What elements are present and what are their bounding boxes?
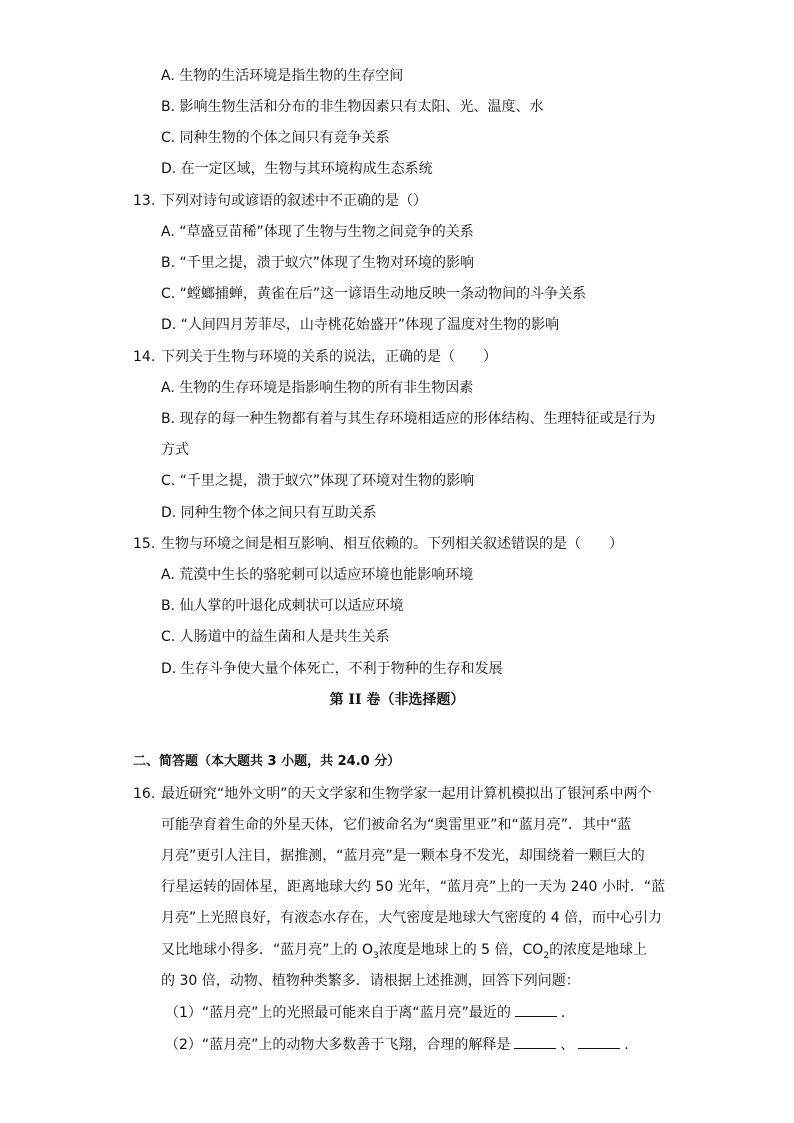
q16-line-4: 行星运转的固体星，距离地球大约 50 光年，“蓝月亮”上的一天为 240 小时．“蓝 — [161, 879, 666, 895]
q13-option-a: A. “草盛豆苗稀”体现了生物与生物之间竞争的关系 — [161, 224, 474, 240]
q16-line-6 — [161, 940, 647, 960]
q12-option-d: D. 在一定区域，生物与其环境构成生态系统 — [161, 161, 433, 177]
q13-option-c: C. “螳螂捕蝉，黄雀在后”这一谚语生动地反映一条动物间的斗争关系 — [161, 286, 587, 302]
q16-sub1-text: （1）“蓝月亮”上的光照最可能来自于离“蓝月亮”最近的 — [165, 1005, 511, 1021]
q13-number: 13. — [133, 193, 156, 209]
q14-option-d: D. 同种生物个体之间只有互助关系 — [161, 505, 377, 521]
q16-subquestion-2 — [165, 1034, 638, 1055]
q16-line-6-part-c: 的浓度是地球上 — [549, 942, 648, 958]
q16-line-6-part-a: 又比地球小得多．“蓝月亮”上的 O — [161, 942, 373, 958]
answer-blank-2[interactable] — [514, 1034, 556, 1049]
answer-blank-1[interactable] — [515, 1002, 557, 1017]
q16-line-2: 可能孕育着生命的外星天体，它们被命名为“奥雷里亚”和“蓝月亮”．其中“蓝 — [161, 817, 632, 833]
q12-option-b: B. 影响生物生活和分布的非生物因素只有太阳、光、温度、水 — [161, 99, 544, 115]
q15-option-b: B. 仙人掌的叶退化成刺状可以适应环境 — [161, 598, 404, 614]
q14-option-b-line2: 方式 — [161, 442, 189, 458]
section-title: 第 II 卷（非选择题） — [329, 692, 465, 708]
answer-blank-3[interactable] — [578, 1034, 620, 1049]
q14-number: 14. — [133, 349, 156, 365]
q13-option-d: D. “人间四月芳菲尽，山寺桃花始盛开”体现了温度对生物的影响 — [161, 317, 560, 333]
q15-stem: 生物与环境之间是相互影响、相互依赖的。下列相关叙述错误的是（ ） — [161, 536, 623, 552]
q15-option-c: C. 人肠道中的益生菌和人是共生关系 — [161, 629, 390, 645]
q16-subquestion-1 — [165, 1002, 575, 1023]
q16-line-1: 最近研究“地外文明”的天文学家和生物学家一起用计算机模拟出了银河系中两个 — [161, 786, 652, 802]
q16-number: 16. — [133, 786, 156, 802]
q16-line-7: 的 30 倍，动物、植物种类繁多．请根据上述推测，回答下列问题： — [161, 973, 580, 989]
q15-number: 15. — [133, 536, 156, 552]
q16-line-3: 月亮”更引人注目，据推测，“蓝月亮”是一颗本身不发光，却围绕着一颗巨大的 — [161, 848, 645, 864]
q14-option-b-line1: B. 现存的每一种生物都有着与其生存环境相适应的形体结构、生理特征或是行为 — [161, 411, 656, 427]
q16-line-5: 月亮”上光照良好，有液态水存在，大气密度是地球大气密度的 4 倍，而中心引力 — [161, 910, 663, 926]
q16-sub2-text: （2）“蓝月亮”上的动物大多数善于飞翔，合理的解释是 — [165, 1037, 511, 1053]
q13-option-b: B. “千里之提，溃于蚁穴”体现了生物对环境的影响 — [161, 255, 475, 271]
q14-option-c: C. “千里之提，溃于蚁穴”体现了环境对生物的影响 — [161, 473, 475, 489]
q14-option-a: A. 生物的生存环境是指影响生物的所有非生物因素 — [161, 380, 474, 396]
co2-subscript: 2 — [543, 950, 550, 961]
q14-stem: 下列关于生物与环境的关系的说法，正确的是（ ） — [161, 349, 497, 365]
q15-option-a: A. 荒漠中生长的骆驼刺可以适应环境也能影响环境 — [161, 567, 474, 583]
q16-line-6-part-b: 浓度是地球上的 5 倍，CO — [378, 942, 544, 958]
q12-option-c: C. 同种生物的个体之间只有竞争关系 — [161, 130, 390, 146]
q16-sub2-separator: 、 — [560, 1037, 575, 1053]
q12-option-a: A. 生物的生活环境是指生物的生存空间 — [161, 68, 404, 84]
q16-sub1-end: ． — [560, 1005, 575, 1021]
section-heading: 二、简答题（本大题共 3 小题，共 24.0 分） — [133, 754, 401, 769]
q16-sub2-end: ． — [624, 1037, 639, 1053]
q15-option-d: D. 生存斗争使大量个体死亡，不利于物种的生存和发展 — [161, 661, 503, 677]
o3-subscript: 3 — [372, 950, 379, 961]
q13-stem: 下列对诗句或谚语的叙述中不正确的是（） — [161, 193, 427, 209]
